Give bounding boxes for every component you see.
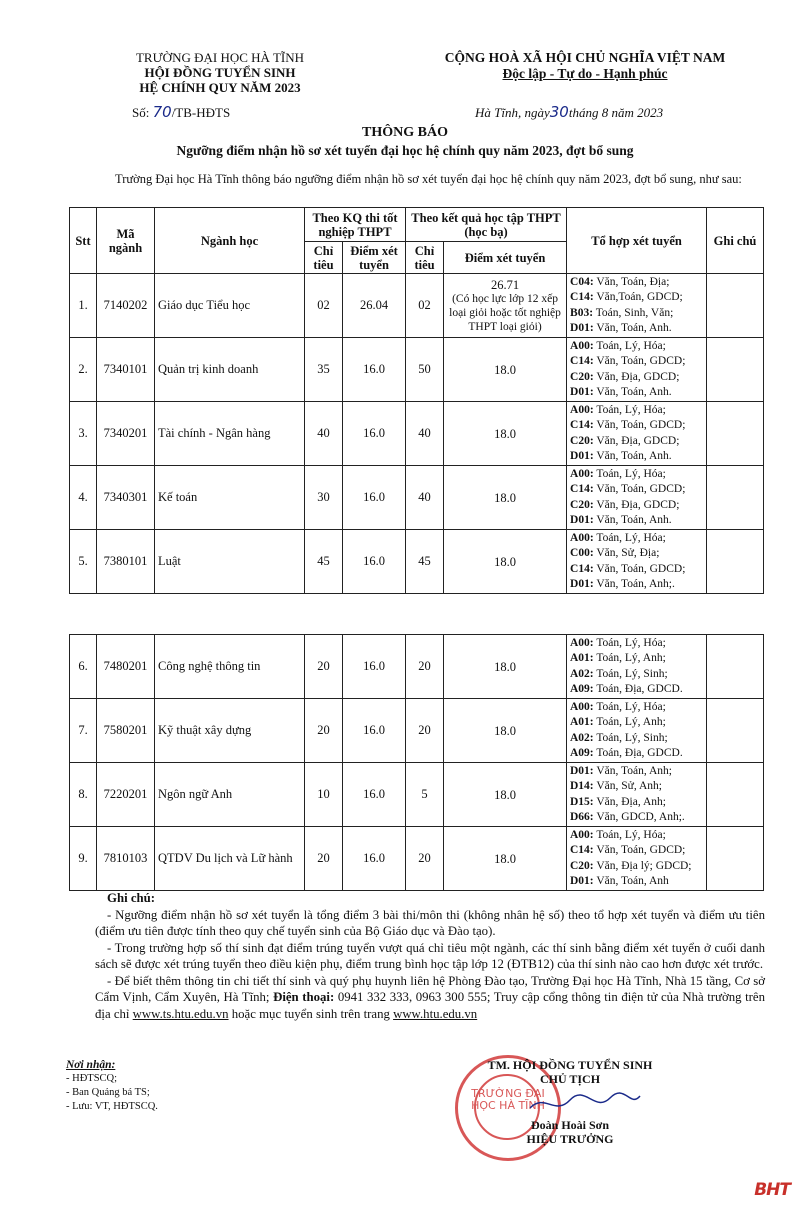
- cell-ma-nganh: 7340201: [97, 402, 155, 466]
- cell-ghi-chu: [707, 763, 764, 827]
- cell-diem-1: 16.0: [343, 827, 406, 891]
- combo-line: A01: Toán, Lý, Anh;: [570, 716, 666, 728]
- cell-chi-tieu-1: 35: [305, 338, 343, 402]
- header-stt: Stt: [70, 208, 97, 274]
- cell-chi-tieu-1: 30: [305, 466, 343, 530]
- cell-chi-tieu-1: 40: [305, 402, 343, 466]
- cell-to-hop: [567, 763, 707, 827]
- combo-line: A00: Toán, Lý, Hóa;: [570, 467, 666, 480]
- cell-diem-2: 18.0: [444, 530, 567, 594]
- document-number: Số: 70/TB-HĐTS: [132, 103, 231, 121]
- cell-nganh-hoc: Kỹ thuật xây dựng: [155, 699, 305, 763]
- cell-nganh-hoc: Tài chính - Ngân hàng: [155, 402, 305, 466]
- combo-line: D15: Văn, Địa, Anh;: [570, 795, 666, 808]
- combo-line: A00: Toán, Lý, Hóa;: [570, 531, 666, 544]
- cell-ma-nganh: 7480201: [97, 635, 155, 699]
- cell-diem-2: 18.0: [444, 635, 567, 699]
- cell-diem-1: 16.0: [343, 402, 406, 466]
- cell-stt: 2.: [70, 338, 97, 402]
- cell-ma-nganh: 7580201: [97, 699, 155, 763]
- recipient-item: - Lưu: VT, HĐTSCQ.: [66, 1101, 158, 1112]
- table-row: [70, 699, 764, 763]
- cell-stt: 5.: [70, 530, 97, 594]
- admission-table-1: [69, 207, 764, 594]
- table-row: [70, 274, 764, 338]
- header-to-hop: Tổ hợp xét tuyển: [567, 208, 707, 274]
- combo-line: C04: Văn, Toán, Địa;: [570, 275, 670, 288]
- combo-line: C20: Văn, Địa, GDCD;: [570, 498, 680, 511]
- combo-line: D66: Văn, GDCD, Anh;.: [570, 811, 685, 823]
- document-number-value: 70: [152, 103, 172, 121]
- combo-line: D14: Văn, Sử, Anh;: [570, 780, 662, 792]
- recipient-item: - HĐTSCQ;: [66, 1073, 118, 1084]
- header-left: [100, 50, 340, 95]
- cell-to-hop: [567, 635, 707, 699]
- cell-chi-tieu-2: 50: [406, 338, 444, 402]
- program-year: HỆ CHÍNH QUY NĂM 2023: [139, 80, 301, 95]
- combo-line: D01: Văn, Toán, Anh.: [570, 386, 672, 398]
- cell-chi-tieu-1: 20: [305, 635, 343, 699]
- cell-ghi-chu: [707, 402, 764, 466]
- cell-stt: 7.: [70, 699, 97, 763]
- signer-title: TM. HỘI ĐỒNG TUYỂN SINH: [487, 1058, 653, 1072]
- combo-line: D01: Văn, Toán, Anh.: [570, 514, 672, 526]
- recipients-heading: Nơi nhận:: [66, 1059, 116, 1071]
- cell-nganh-hoc: QTDV Du lịch và Lữ hành: [155, 827, 305, 891]
- cell-to-hop: [567, 274, 707, 338]
- cell-diem-2: 18.0: [444, 338, 567, 402]
- header-right: [405, 50, 765, 82]
- header-ghi-chu: Ghi chú: [707, 208, 764, 274]
- cell-diem-2: 26.71 (Có học lực lớp 12 xếp loại giỏi hoặc tốt nghiệp THPT loại giỏi): [444, 274, 567, 338]
- cell-nganh-hoc: Ngôn ngữ Anh: [155, 763, 305, 827]
- cell-ma-nganh: 7140202: [97, 274, 155, 338]
- cell-to-hop: [567, 338, 707, 402]
- cell-ghi-chu: [707, 466, 764, 530]
- cell-diem-1: 16.0: [343, 530, 406, 594]
- header-diem-2: Điểm xét tuyển: [444, 242, 567, 274]
- cell-nganh-hoc: Kế toán: [155, 466, 305, 530]
- admission-table-2: [69, 634, 764, 891]
- signer-role: HIỆU TRƯỞNG: [526, 1132, 614, 1146]
- cell-chi-tieu-2: 02: [406, 274, 444, 338]
- cell-stt: 4.: [70, 466, 97, 530]
- cell-diem-1: 26.04: [343, 274, 406, 338]
- cell-ma-nganh: 7220201: [97, 763, 155, 827]
- combo-line: D01: Văn, Toán, Anh.: [570, 322, 672, 334]
- header-ma-nganh: Mã ngành: [97, 208, 155, 274]
- link-ts-htu[interactable]: www.ts.htu.edu.vn: [132, 1006, 229, 1021]
- cell-ma-nganh: 7380101: [97, 530, 155, 594]
- combo-line: A02: Toán, Lý, Sinh;: [570, 667, 668, 680]
- combo-line: C14: Văn, Toán, GDCD;: [570, 844, 686, 856]
- cell-ghi-chu: [707, 338, 764, 402]
- combo-line: A00: Toán, Lý, Hóa;: [570, 700, 666, 713]
- motto: Độc lập - Tự do - Hạnh phúc: [502, 66, 668, 81]
- combo-line: C00: Văn, Sử, Địa;: [570, 547, 660, 559]
- cell-stt: 1.: [70, 274, 97, 338]
- cell-chi-tieu-2: 20: [406, 827, 444, 891]
- table-row: [70, 338, 764, 402]
- table-row: [70, 763, 764, 827]
- combo-line: A00: Toán, Lý, Hóa;: [570, 403, 666, 416]
- cell-ghi-chu: [707, 274, 764, 338]
- cell-diem-1: 16.0: [343, 699, 406, 763]
- table-row: [70, 530, 764, 594]
- combo-line: D01: Văn, Toán, Anh: [570, 875, 669, 887]
- cell-chi-tieu-1: 20: [305, 699, 343, 763]
- cell-ma-nganh: 7340301: [97, 466, 155, 530]
- cell-diem-1: 16.0: [343, 466, 406, 530]
- signature-block: [455, 1058, 685, 1146]
- combo-line: D01: Văn, Toán, Anh;.: [570, 578, 675, 590]
- country-name: CỘNG HOÀ XÃ HỘI CHỦ NGHĨA VIỆT NAM: [444, 50, 726, 65]
- header-diem-1: Điểm xét tuyển: [343, 242, 406, 274]
- signer-name: Đoàn Hoài Sơn: [531, 1118, 609, 1132]
- cell-chi-tieu-1: 20: [305, 827, 343, 891]
- cell-diem-1: 16.0: [343, 763, 406, 827]
- combo-line: A02: Toán, Lý, Sinh;: [570, 731, 668, 744]
- table-row: [70, 402, 764, 466]
- signer-position: CHỦ TỊCH: [539, 1072, 601, 1086]
- university-name: TRƯỜNG ĐẠI HỌC HÀ TĨNH: [135, 50, 304, 65]
- combo-line: A00: Toán, Lý, Hóa;: [570, 828, 666, 841]
- cell-ghi-chu: [707, 635, 764, 699]
- combo-line: A00: Toán, Lý, Hóa;: [570, 636, 666, 649]
- cell-nganh-hoc: Luật: [155, 530, 305, 594]
- header-chi-tieu-1: Chỉ tiêu: [305, 242, 343, 274]
- combo-line: A00: Toán, Lý, Hóa;: [570, 339, 666, 352]
- notes-heading: Ghi chú:: [107, 891, 156, 905]
- cell-diem-1: 16.0: [343, 635, 406, 699]
- intro-paragraph: Trường Đại học Hà Tĩnh thông báo ngưỡng điểm nhận hồ sơ xét tuyển đại học hệ chính quy năm 2023, đợt bổ sung, như sau:: [115, 172, 742, 186]
- recipients: [66, 1058, 158, 1114]
- header-chi-tieu-2: Chỉ tiêu: [406, 242, 444, 274]
- cell-ma-nganh: 7810103: [97, 827, 155, 891]
- handwritten-signature: [455, 1086, 685, 1116]
- cell-diem-1: 16.0: [343, 338, 406, 402]
- combo-line: D01: Văn, Toán, Anh.: [570, 450, 672, 462]
- note-1: - Ngưỡng điểm nhận hồ sơ xét tuyển là tổng điểm 3 bài thi/môn thi (không nhân hệ số) theo tổ hợp xét tuyển và điểm ưu tiên (điểm ưu tiên được tính theo quy chế tuyển sinh của Bộ Giáo dục và Đào tạo).: [95, 907, 765, 938]
- cell-chi-tieu-2: 45: [406, 530, 444, 594]
- cell-ghi-chu: [707, 827, 764, 891]
- cell-to-hop: [567, 466, 707, 530]
- combo-line: A09: Toán, Địa, GDCD.: [570, 747, 683, 759]
- combo-line: C14: Văn, Toán, GDCD;: [570, 562, 686, 575]
- combo-line: C14: Văn, Toán, GDCD;: [570, 483, 686, 495]
- combo-line: C20: Văn, Địa, GDCD;: [570, 434, 680, 447]
- table-row: [70, 635, 764, 699]
- cell-chi-tieu-2: 5: [406, 763, 444, 827]
- cell-to-hop: [567, 827, 707, 891]
- combo-line: B03: Toán, Sinh, Văn;: [570, 306, 674, 319]
- cell-ghi-chu: [707, 530, 764, 594]
- header-nganh-hoc: Ngành học: [155, 208, 305, 274]
- cell-nganh-hoc: Giáo dục Tiểu học: [155, 274, 305, 338]
- bht-logo: BHT: [754, 1180, 790, 1200]
- cell-ma-nganh: 7340101: [97, 338, 155, 402]
- cell-chi-tieu-2: 40: [406, 402, 444, 466]
- combo-line: D01: Văn, Toán, Anh;: [570, 764, 672, 777]
- cell-stt: 8.: [70, 763, 97, 827]
- combo-line: C20: Văn, Địa, GDCD;: [570, 370, 680, 383]
- combo-line: A09: Toán, Địa, GDCD.: [570, 683, 683, 695]
- table-row: [70, 466, 764, 530]
- combo-line: C14: Văn, Toán, GDCD;: [570, 355, 686, 367]
- cell-stt: 3.: [70, 402, 97, 466]
- cell-diem-2-note: (Có học lực lớp 12 xếp loại giỏi hoặc tốt nghiệp THPT loại giỏi): [449, 292, 561, 333]
- cell-nganh-hoc: Công nghệ thông tin: [155, 635, 305, 699]
- header-thpt-group: Theo KQ thi tốt nghiệp THPT: [305, 208, 406, 242]
- combo-line: C14: Văn, Toán, GDCD;: [570, 419, 686, 431]
- cell-to-hop: [567, 402, 707, 466]
- cell-chi-tieu-1: 10: [305, 763, 343, 827]
- notes-section: [95, 890, 765, 1022]
- recipient-item: - Ban Quảng bá TS;: [66, 1087, 150, 1098]
- cell-diem-2: 18.0: [444, 699, 567, 763]
- link-htu[interactable]: www.htu.edu.vn: [393, 1006, 478, 1021]
- cell-chi-tieu-2: 20: [406, 635, 444, 699]
- cell-stt: 9.: [70, 827, 97, 891]
- cell-chi-tieu-2: 20: [406, 699, 444, 763]
- note-3: - Để biết thêm thông tin chi tiết thí sinh và quý phụ huynh liên hệ Phòng Đào tạo, Trường Đại học Hà Tĩnh, Nhà 15 tầng, Cơ sở Cẩm Vịnh, Cẩm Xuyên, Hà Tĩnh; Điện thoại: 0941 332 333, 0963 300 555; Truy cập cổng thông tin điện tử của Nhà trường trên địa chỉ www.ts.htu.edu.vn hoặc mục tuyển sinh trên trang www.htu.edu.vn: [95, 973, 765, 1021]
- cell-to-hop: [567, 530, 707, 594]
- note-2: - Trong trường hợp số thí sinh đạt điểm trúng tuyển vượt quá chỉ tiêu một ngành, các thí sinh bằng điểm xét tuyển ở cuối danh sách sẽ được xét trúng tuyển theo điều kiện phụ, điểm trung bình học tập lớp 12 (ĐTB12) của thí sinh nào cao hơn được xét trước.: [95, 940, 765, 971]
- cell-chi-tieu-1: 45: [305, 530, 343, 594]
- cell-ghi-chu: [707, 699, 764, 763]
- document-date: Hà Tĩnh, ngày30tháng 8 năm 2023: [475, 103, 664, 121]
- cell-diem-2: 18.0: [444, 827, 567, 891]
- combo-line: C20: Văn, Địa lý; GDCD;: [570, 859, 692, 872]
- cell-diem-2: 18.0: [444, 763, 567, 827]
- combo-line: A01: Toán, Lý, Anh;: [570, 652, 666, 664]
- cell-diem-2: 18.0: [444, 402, 567, 466]
- cell-nganh-hoc: Quản trị kinh doanh: [155, 338, 305, 402]
- combo-line: C14: Văn,Toán, GDCD;: [570, 291, 683, 303]
- red-seal-stamp: TRƯỜNG ĐẠI HỌC HÀ TĨNH: [455, 1055, 561, 1161]
- cell-stt: 6.: [70, 635, 97, 699]
- cell-diem-2: 18.0: [444, 466, 567, 530]
- document-title: THÔNG BÁO: [362, 125, 448, 140]
- header-hocba-group: Theo kết quả học tập THPT (học bạ): [406, 208, 567, 242]
- cell-chi-tieu-2: 40: [406, 466, 444, 530]
- cell-chi-tieu-1: 02: [305, 274, 343, 338]
- table-row: [70, 827, 764, 891]
- council-name: HỘI ĐỒNG TUYỂN SINH: [144, 65, 296, 80]
- cell-to-hop: [567, 699, 707, 763]
- document-subtitle: Ngưỡng điểm nhận hồ sơ xét tuyển đại học hệ chính quy năm 2023, đợt bổ sung: [176, 143, 634, 158]
